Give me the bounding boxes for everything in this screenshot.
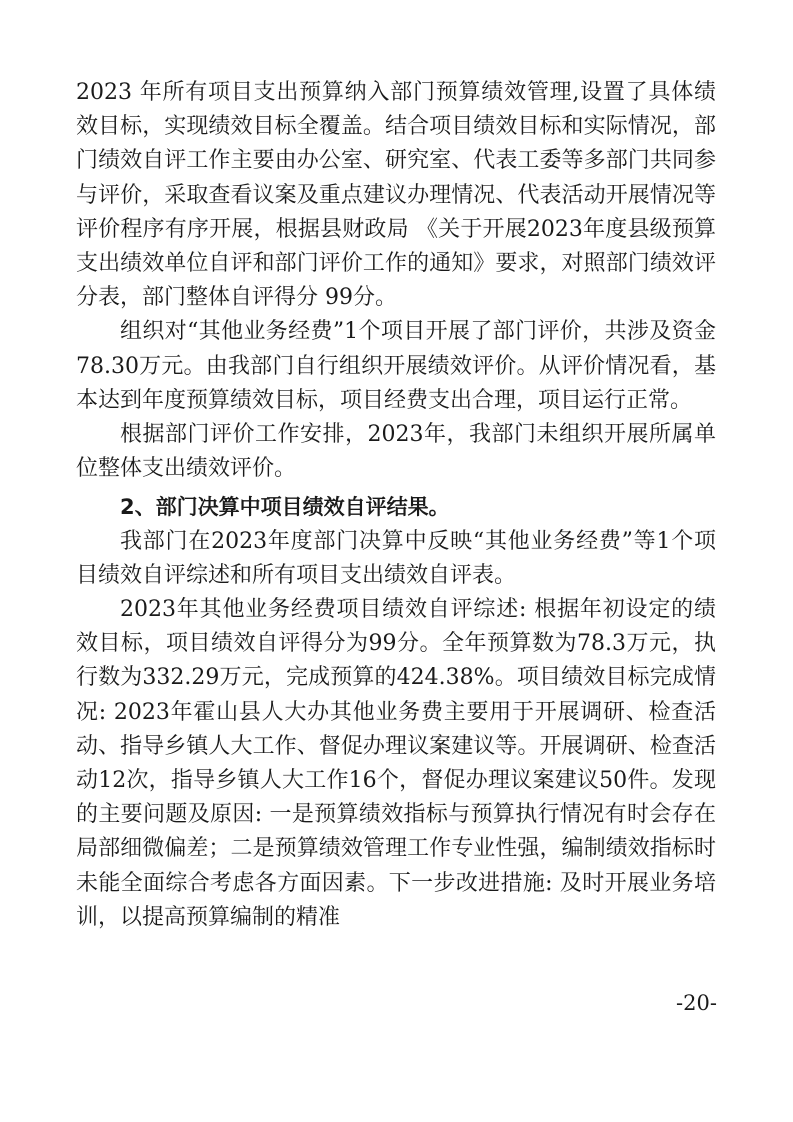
section-heading: 2、部门决算中项目绩效自评结果。 (120, 495, 450, 520)
paragraph-final-accounts: 我部门在2023年度部门决算中反映“其他业务经费”等1个项目绩效自评综述和所有项目支出绩效自评表。 (76, 528, 716, 588)
paragraph-unit-evaluation: 根据部门评价工作安排，2023年，我部门未组织开展所属单位整体支出绩效评价。 (76, 422, 716, 482)
paragraph-performance-management: 2023 年所有项目支出预算纳入部门预算绩效管理,设置了具体绩效目标，实现绩效目标全覆盖。结合项目绩效目标和实际情况，部门绩效自评工作主要由办公室、研究室、代表工委等多部门共同参与评价，采取查看议案及重点建议办理情况、代表活动开展情况等评价程序有序开展，根据县财政局 《关于开展2023年度县级预算支出绩效单位自评和部门评价工作的通知》要求，对照部门绩效评分表，部门整体自评得分 99分。 (76, 80, 716, 311)
page-number: -20- (676, 991, 717, 1015)
paragraph-project-summary: 2023年其他业务经费项目绩效自评综述: 根据年初设定的绩效目标，项目绩效自评得分为99分。全年预算数为78.3万元，执行数为332.29万元，完成预算的424.38%。项目绩效目标完成情况: 2023年霍山县人大办其他业务费主要用于开展调研、检查活动、指导乡镇人大工作、督促办理议案建议等。开展调研、检查活动12次，指导乡镇人大工作16个，督促办理议案建议50件。发现的主要问题及原因: 一是预算绩效指标与预算执行情况有时会存在局部细微偏差；二是预算绩效管理工作专业性强，编制绩效指标时未能全面综合考虑各方面因素。下一步改进措施: 及时开展业务培训，以提高预算编制的精准 (76, 597, 716, 930)
paragraph-department-evaluation: 组织对“其他业务经费”1个项目开展了部门评价，共涉及资金78.30万元。由我部门自行组织开展绩效评价。从评价情况看，基本达到年度预算绩效目标，项目经费支出合理，项目运行正常。 (76, 319, 716, 413)
document-body (76, 76, 716, 935)
